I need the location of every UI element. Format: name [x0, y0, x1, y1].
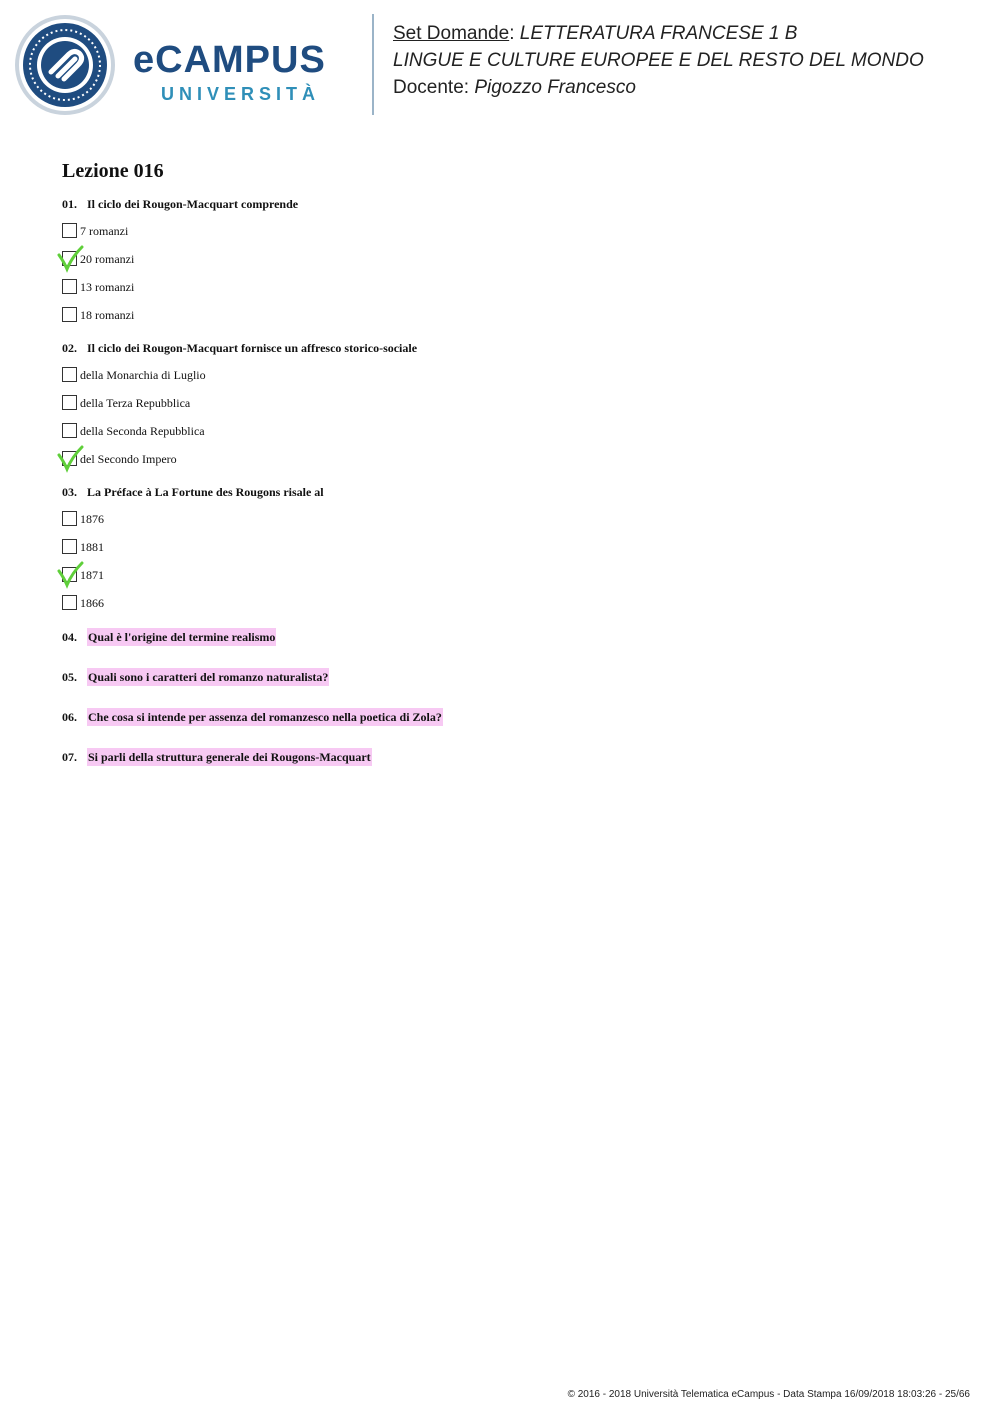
set-label: Set Domande: [393, 23, 510, 44]
open-question: [62, 748, 942, 766]
answer-option[interactable]: [62, 279, 942, 295]
question-number: 07.: [62, 750, 77, 764]
question-block: [62, 196, 942, 323]
answer-label: 18 romanzi: [80, 308, 135, 322]
question-text: Il ciclo dei Rougon-Macquart comprende: [87, 197, 299, 211]
highlighted-question-text: Si parli della struttura generale dei Rougons-Macquart: [88, 750, 371, 764]
correct-check-icon: [56, 561, 84, 589]
set-colon: :: [509, 23, 520, 44]
correct-check-icon: [56, 245, 84, 273]
question-text: La Préface à La Fortune des Rougons risale al: [87, 485, 324, 499]
answer-label: 1881: [80, 540, 104, 554]
teacher-name: Pigozzo Francesco: [474, 77, 636, 98]
answer-label: 1866: [80, 596, 104, 610]
ecampus-seal-logo: [14, 14, 116, 116]
teacher-label: Docente:: [393, 77, 475, 98]
answer-label: del Secondo Impero: [80, 452, 177, 466]
correct-check-icon: [56, 445, 84, 473]
answer-option[interactable]: [62, 251, 942, 267]
course-info: [393, 20, 924, 101]
set-line: [393, 20, 924, 47]
answer-checkbox[interactable]: [62, 223, 77, 238]
question-block: [62, 484, 942, 611]
answer-checkbox[interactable]: [62, 395, 77, 410]
highlighted-question-text: Quali sono i caratteri del romanzo naturalista?: [88, 670, 329, 684]
open-question: [62, 628, 942, 646]
open-question: [62, 668, 942, 686]
open-question-list: [62, 628, 942, 766]
footer-copyright: © 2016 - 2018 Università Telematica eCampus - Data Stampa 16/09/2018 18:03:26 - 25/66: [567, 1389, 970, 1400]
ecampus-wordmark: [133, 40, 326, 105]
answer-label: 13 romanzi: [80, 280, 135, 294]
answer-checkbox[interactable]: [62, 279, 77, 294]
question-number: 03.: [62, 485, 77, 499]
course-name: LETTERATURA FRANCESE 1 B: [519, 23, 798, 44]
question-number: 06.: [62, 710, 77, 724]
answer-option[interactable]: [62, 367, 942, 383]
header-divider: [372, 14, 374, 115]
answer-option[interactable]: [62, 539, 942, 555]
highlighted-question-text: Qual è l'origine del termine realismo: [88, 630, 276, 644]
lesson-content: [62, 160, 942, 788]
answer-option[interactable]: [62, 511, 942, 527]
answer-checkbox[interactable]: [62, 539, 77, 554]
answer-checkbox[interactable]: [62, 423, 77, 438]
answer-label: 1871: [80, 568, 104, 582]
answer-option[interactable]: [62, 307, 942, 323]
question-number: 01.: [62, 197, 77, 211]
highlighted-question-text: Che cosa si intende per assenza del romanzesco nella poetica di Zola?: [88, 710, 442, 724]
question-title: [62, 196, 942, 212]
answer-label: 1876: [80, 512, 104, 526]
question-number: 04.: [62, 630, 77, 644]
answer-checkbox[interactable]: [62, 367, 77, 382]
question-title: [62, 484, 942, 500]
question-number: 02.: [62, 341, 77, 355]
answer-checkbox[interactable]: [62, 595, 77, 610]
brand-name: eCAMPUS: [133, 39, 326, 81]
answer-option[interactable]: [62, 223, 942, 239]
question-title: [62, 340, 942, 356]
answer-option[interactable]: [62, 567, 942, 583]
question-list: [62, 196, 942, 611]
answer-checkbox[interactable]: [62, 307, 77, 322]
answer-option[interactable]: [62, 395, 942, 411]
question-number: 05.: [62, 670, 77, 684]
answer-label: della Monarchia di Luglio: [80, 368, 206, 382]
lesson-title: Lezione 016: [62, 160, 164, 182]
answer-option[interactable]: [62, 595, 942, 611]
teacher-line: [393, 74, 924, 101]
answer-label: 7 romanzi: [80, 224, 129, 238]
answer-option[interactable]: [62, 423, 942, 439]
answer-label: 20 romanzi: [80, 252, 135, 266]
answer-option[interactable]: [62, 451, 942, 467]
page-header: [0, 0, 1000, 130]
answer-checkbox[interactable]: [62, 511, 77, 526]
question-block: [62, 340, 942, 467]
answer-label: della Terza Repubblica: [80, 396, 191, 410]
answer-label: della Seconda Repubblica: [80, 424, 205, 438]
program-name: LINGUE E CULTURE EUROPEE E DEL RESTO DEL MONDO: [393, 50, 924, 71]
open-question: [62, 708, 942, 726]
brand-subtitle: UNIVERSITÀ: [161, 84, 321, 104]
question-text: Il ciclo dei Rougon-Macquart fornisce un affresco storico-sociale: [87, 341, 418, 355]
